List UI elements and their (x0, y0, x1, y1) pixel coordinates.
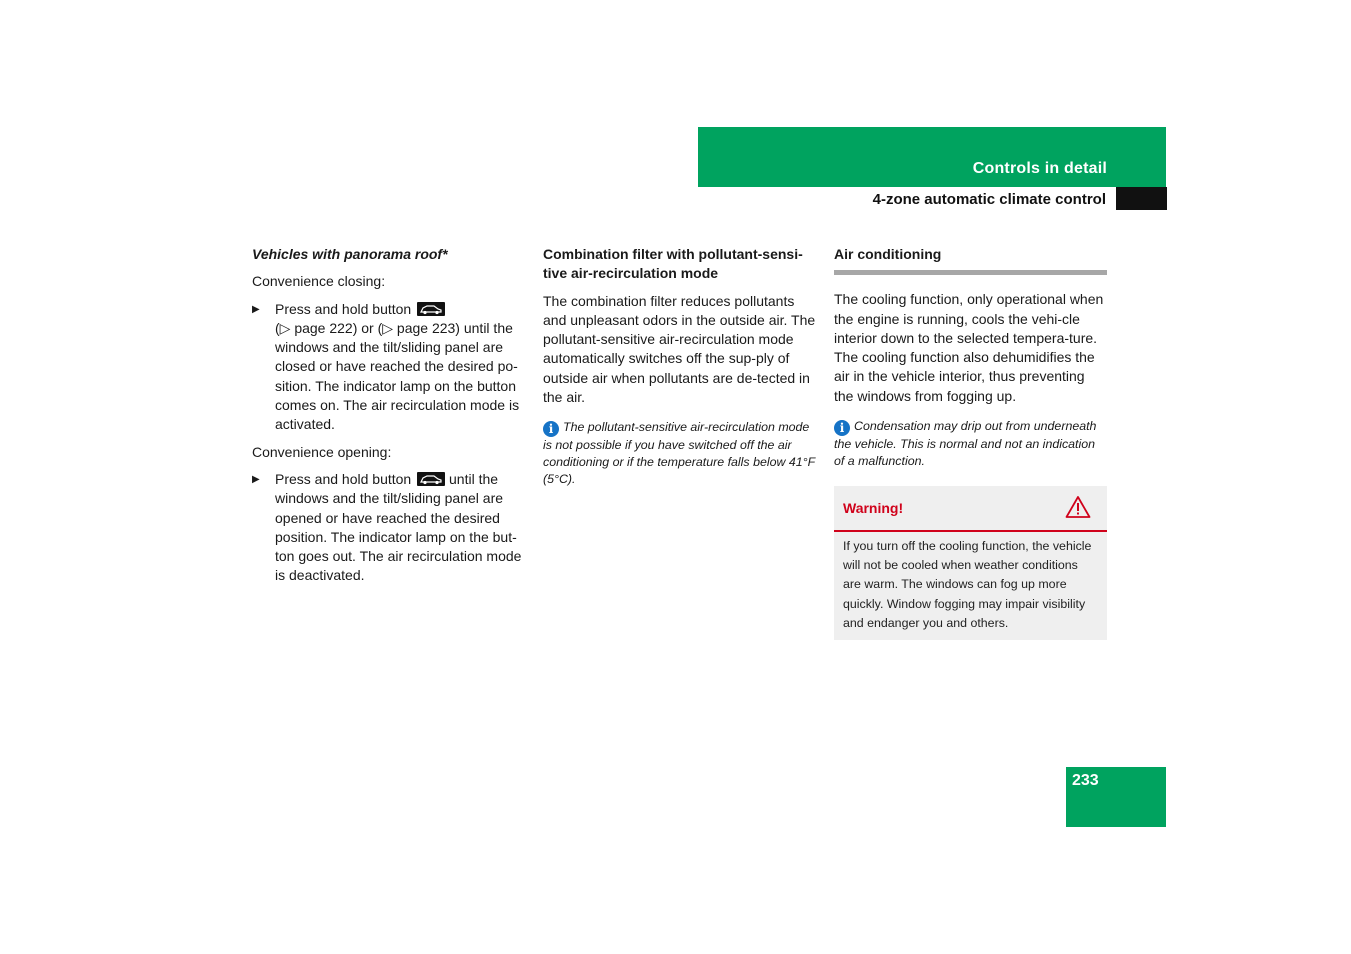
convenience-closing-label: Convenience closing: (252, 273, 386, 290)
column-right (834, 245, 1107, 640)
closing-step-text-b: (▷ page 222) or (▷ page 223) until the windows and the tilt/sliding panel are closed or have reached the desired po-sition. The indicator lamp on the button comes on. The air recirculation mode is activated. (275, 319, 520, 433)
column-left (252, 245, 528, 594)
warning-header (834, 486, 1107, 532)
car-recirculation-button-icon (417, 302, 445, 316)
opening-step-text-b: until the windows and the tilt/sliding panel are opened or have reached the desired position. The indicator lamp on the but-ton goes out. The air recirculation mode is deactivated. (275, 470, 522, 584)
triangle-right-icon: ▶ (252, 473, 260, 485)
car-recirculation-button-icon (417, 472, 445, 486)
triangle-right-icon: ▶ (252, 303, 260, 315)
panorama-roof-heading: Vehicles with panorama roof* (252, 246, 448, 262)
condensation-note-text: Condensation may drip out from underneath the vehicle. This is normal and not an indication of a malfunction. (834, 419, 1097, 469)
air-conditioning-body: The cooling function, only operational when the engine is running, cools the vehi-cle interior down to the selected tempera-ture. The cooling function also dehumidifies the air in the vehicle interior, thus preventing the windows from fogging up. (834, 291, 1104, 404)
combination-filter-heading: Combination filter with pollutant-sensi-tive air-recirculation mode (543, 246, 803, 282)
section-marker (1116, 187, 1167, 210)
column-middle (543, 245, 819, 488)
filter-note (543, 419, 819, 488)
warning-label: Warning! (843, 500, 904, 517)
section-title: 4-zone automatic climate control (872, 191, 1106, 208)
chapter-title: Controls in detail (972, 160, 1107, 177)
closing-step (252, 300, 528, 435)
opening-step-text-a: Press and hold button (275, 470, 412, 487)
page-number-box (1066, 767, 1166, 827)
opening-step (252, 470, 528, 586)
warning-box (834, 486, 1107, 640)
warning-body: If you turn off the cooling function, the vehicle will not be cooled when weather conditions are warm. The windows can fog up more quickly. Window fogging may impair visibility and endanger you and others. (843, 539, 1092, 630)
header-bar (698, 127, 1166, 187)
info-icon: i (834, 420, 850, 436)
condensation-note (834, 418, 1107, 470)
closing-step-text-a: Press and hold button (275, 300, 412, 317)
combination-filter-body: The combination filter reduces pollutants and unpleasant odors in the outside air. The pollutant-sensitive air-recirculation mode automatically switches off the sup-ply of outside air when pollutants are de-tected in the air. (543, 292, 816, 406)
convenience-opening-label: Convenience opening: (252, 443, 392, 460)
air-conditioning-heading: Air conditioning (834, 245, 1107, 275)
info-icon: i (543, 421, 559, 437)
page-number: 233 (1072, 772, 1099, 789)
filter-note-text: The pollutant-sensitive air-recirculation mode is not possible if you have switched off the air conditioning or if the temperature falls below 41°F (5°C). (543, 420, 815, 487)
warning-triangle-icon (1065, 495, 1091, 519)
